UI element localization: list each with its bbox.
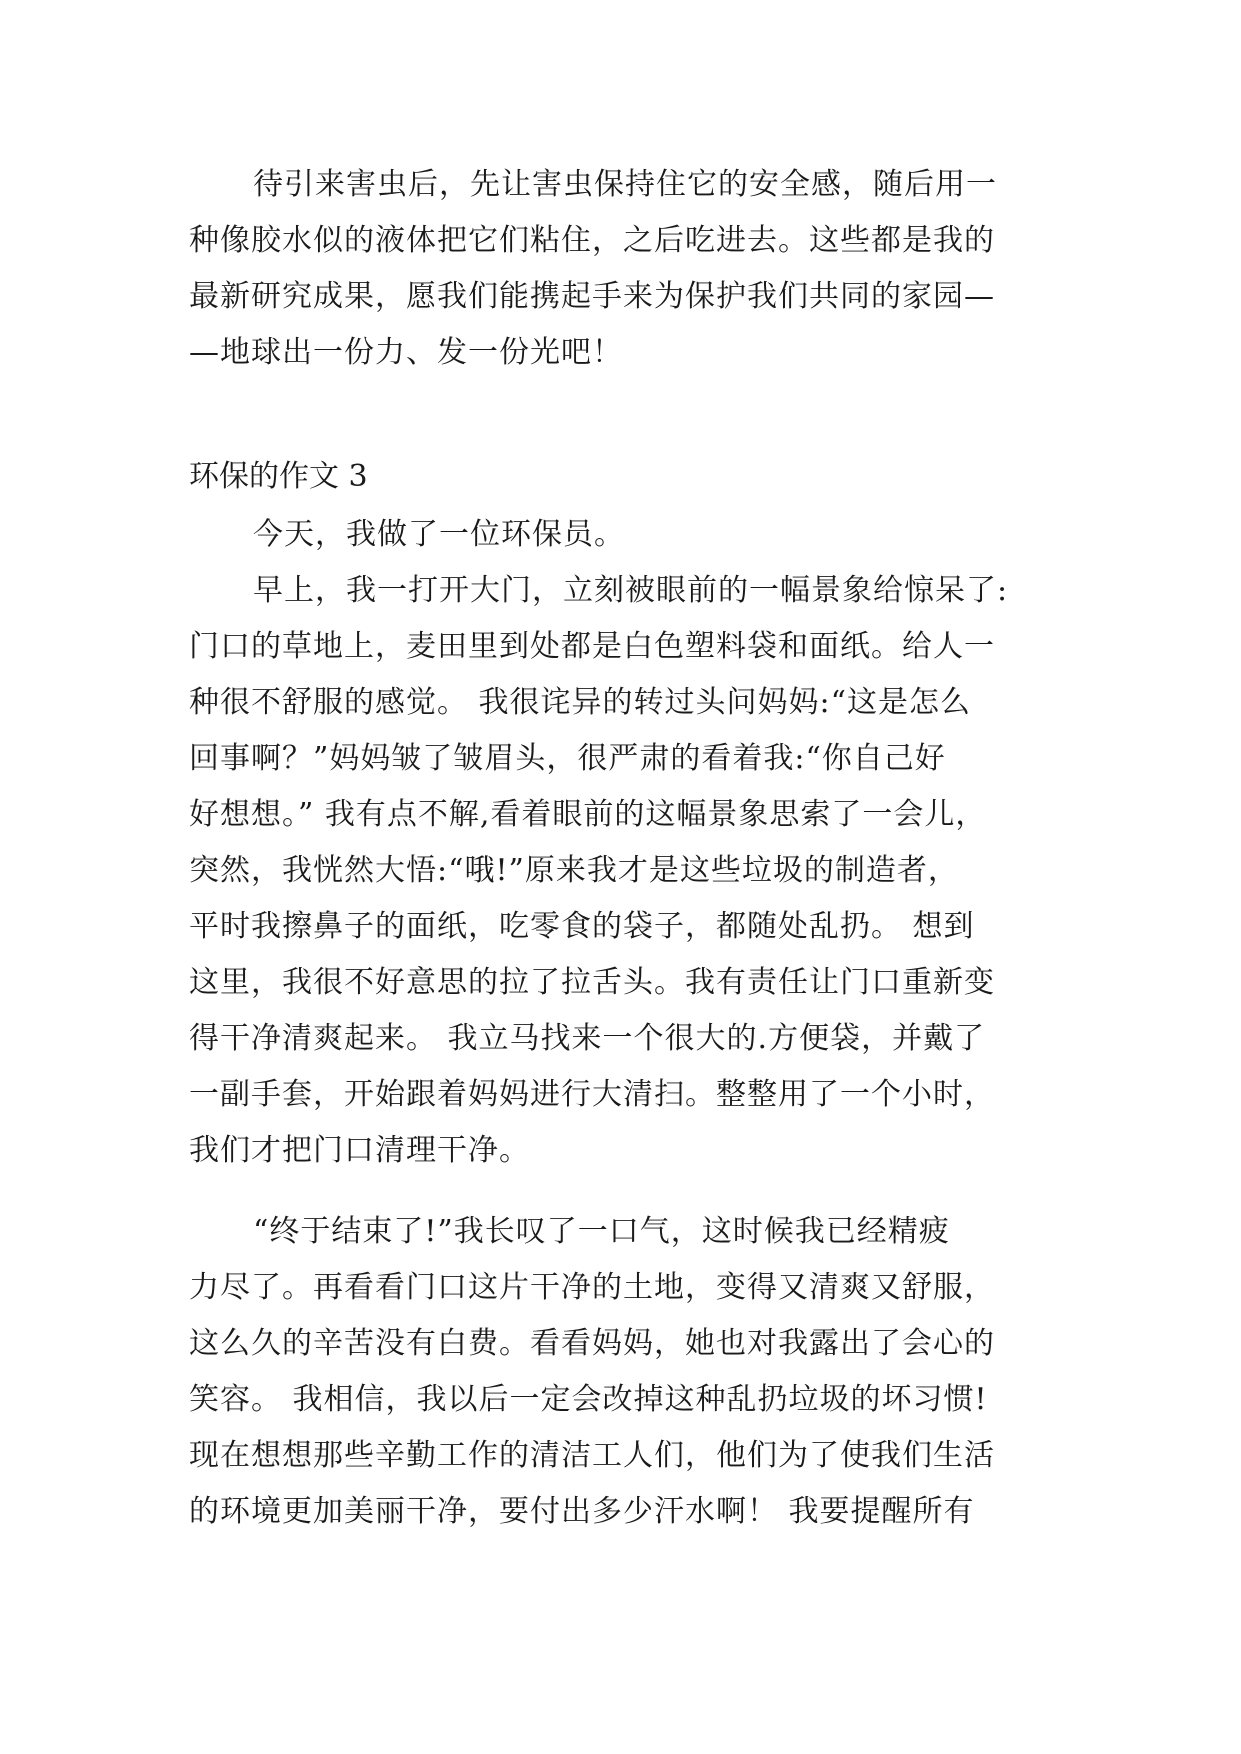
- section-heading: 环保的作文 3: [189, 459, 368, 494]
- paragraph-3: [189, 563, 1069, 1179]
- text-line: 的环境更加美丽干净，要付出多少汗水啊！ 我要提醒所有: [189, 1494, 975, 1529]
- text-line: 早上，我一打开大门，立刻被眼前的一幅景象给惊呆了:: [253, 573, 1009, 608]
- text-line: 最新研究成果，愿我们能携起手来为保护我们共同的家园—: [189, 279, 995, 314]
- text-line: 好想想。” 我有点不解,看着眼前的这幅景象思索了一会儿，: [189, 797, 987, 832]
- text-line: 这么久的辛苦没有白费。看看妈妈，她也对我露出了会心的: [189, 1326, 995, 1361]
- text-line: 得干净清爽起来。 我立马找来一个很大的.方便袋，并戴了: [189, 1021, 986, 1056]
- text-line: 这里，我很不好意思的拉了拉舌头。我有责任让门口重新变: [189, 965, 995, 1000]
- text-line: 门口的草地上，麦田里到处都是白色塑料袋和面纸。给人一: [189, 629, 995, 664]
- text-line: 突然，我恍然大悟:“哦!”原来我才是这些垃圾的制造者，: [189, 853, 959, 888]
- text-line: 力尽了。再看看门口这片干净的土地，变得又清爽又舒服，: [189, 1270, 995, 1305]
- text-line: 今天，我做了一位环保员。: [253, 517, 625, 552]
- paragraph-1: [189, 157, 1069, 381]
- text-line: 平时我擦鼻子的面纸，吃零食的袋子，都随处乱扔。 想到: [189, 909, 975, 944]
- text-line: 待引来害虫后，先让害虫保持住它的安全感，随后用一: [253, 167, 997, 202]
- text-line: “终于结束了!”我长叹了一口气，这时候我已经精疲: [253, 1214, 950, 1249]
- text-line: 种很不舒服的感觉。 我很诧异的转过头问妈妈:“这是怎么: [189, 685, 971, 720]
- text-line: 现在想想那些辛勤工作的清洁工人们，他们为了使我们生活: [189, 1438, 995, 1473]
- text-line: 种像胶水似的液体把它们粘住，之后吃进去。这些都是我的: [189, 223, 995, 258]
- text-line: 一副手套，开始跟着妈妈进行大清扫。整整用了一个小时，: [189, 1077, 995, 1112]
- text-line: —地球出一份力、发一份光吧！: [189, 335, 623, 370]
- text-line: 笑容。 我相信，我以后一定会改掉这种乱扔垃圾的坏习惯!: [189, 1382, 988, 1417]
- paragraph-2: [189, 507, 1069, 563]
- paragraph-4: [189, 1204, 1069, 1540]
- text-line: 我们才把门口清理干净。: [189, 1133, 530, 1168]
- text-line: 回事啊？”妈妈皱了皱眉头，很严肃的看着我:“你自己好: [189, 741, 946, 776]
